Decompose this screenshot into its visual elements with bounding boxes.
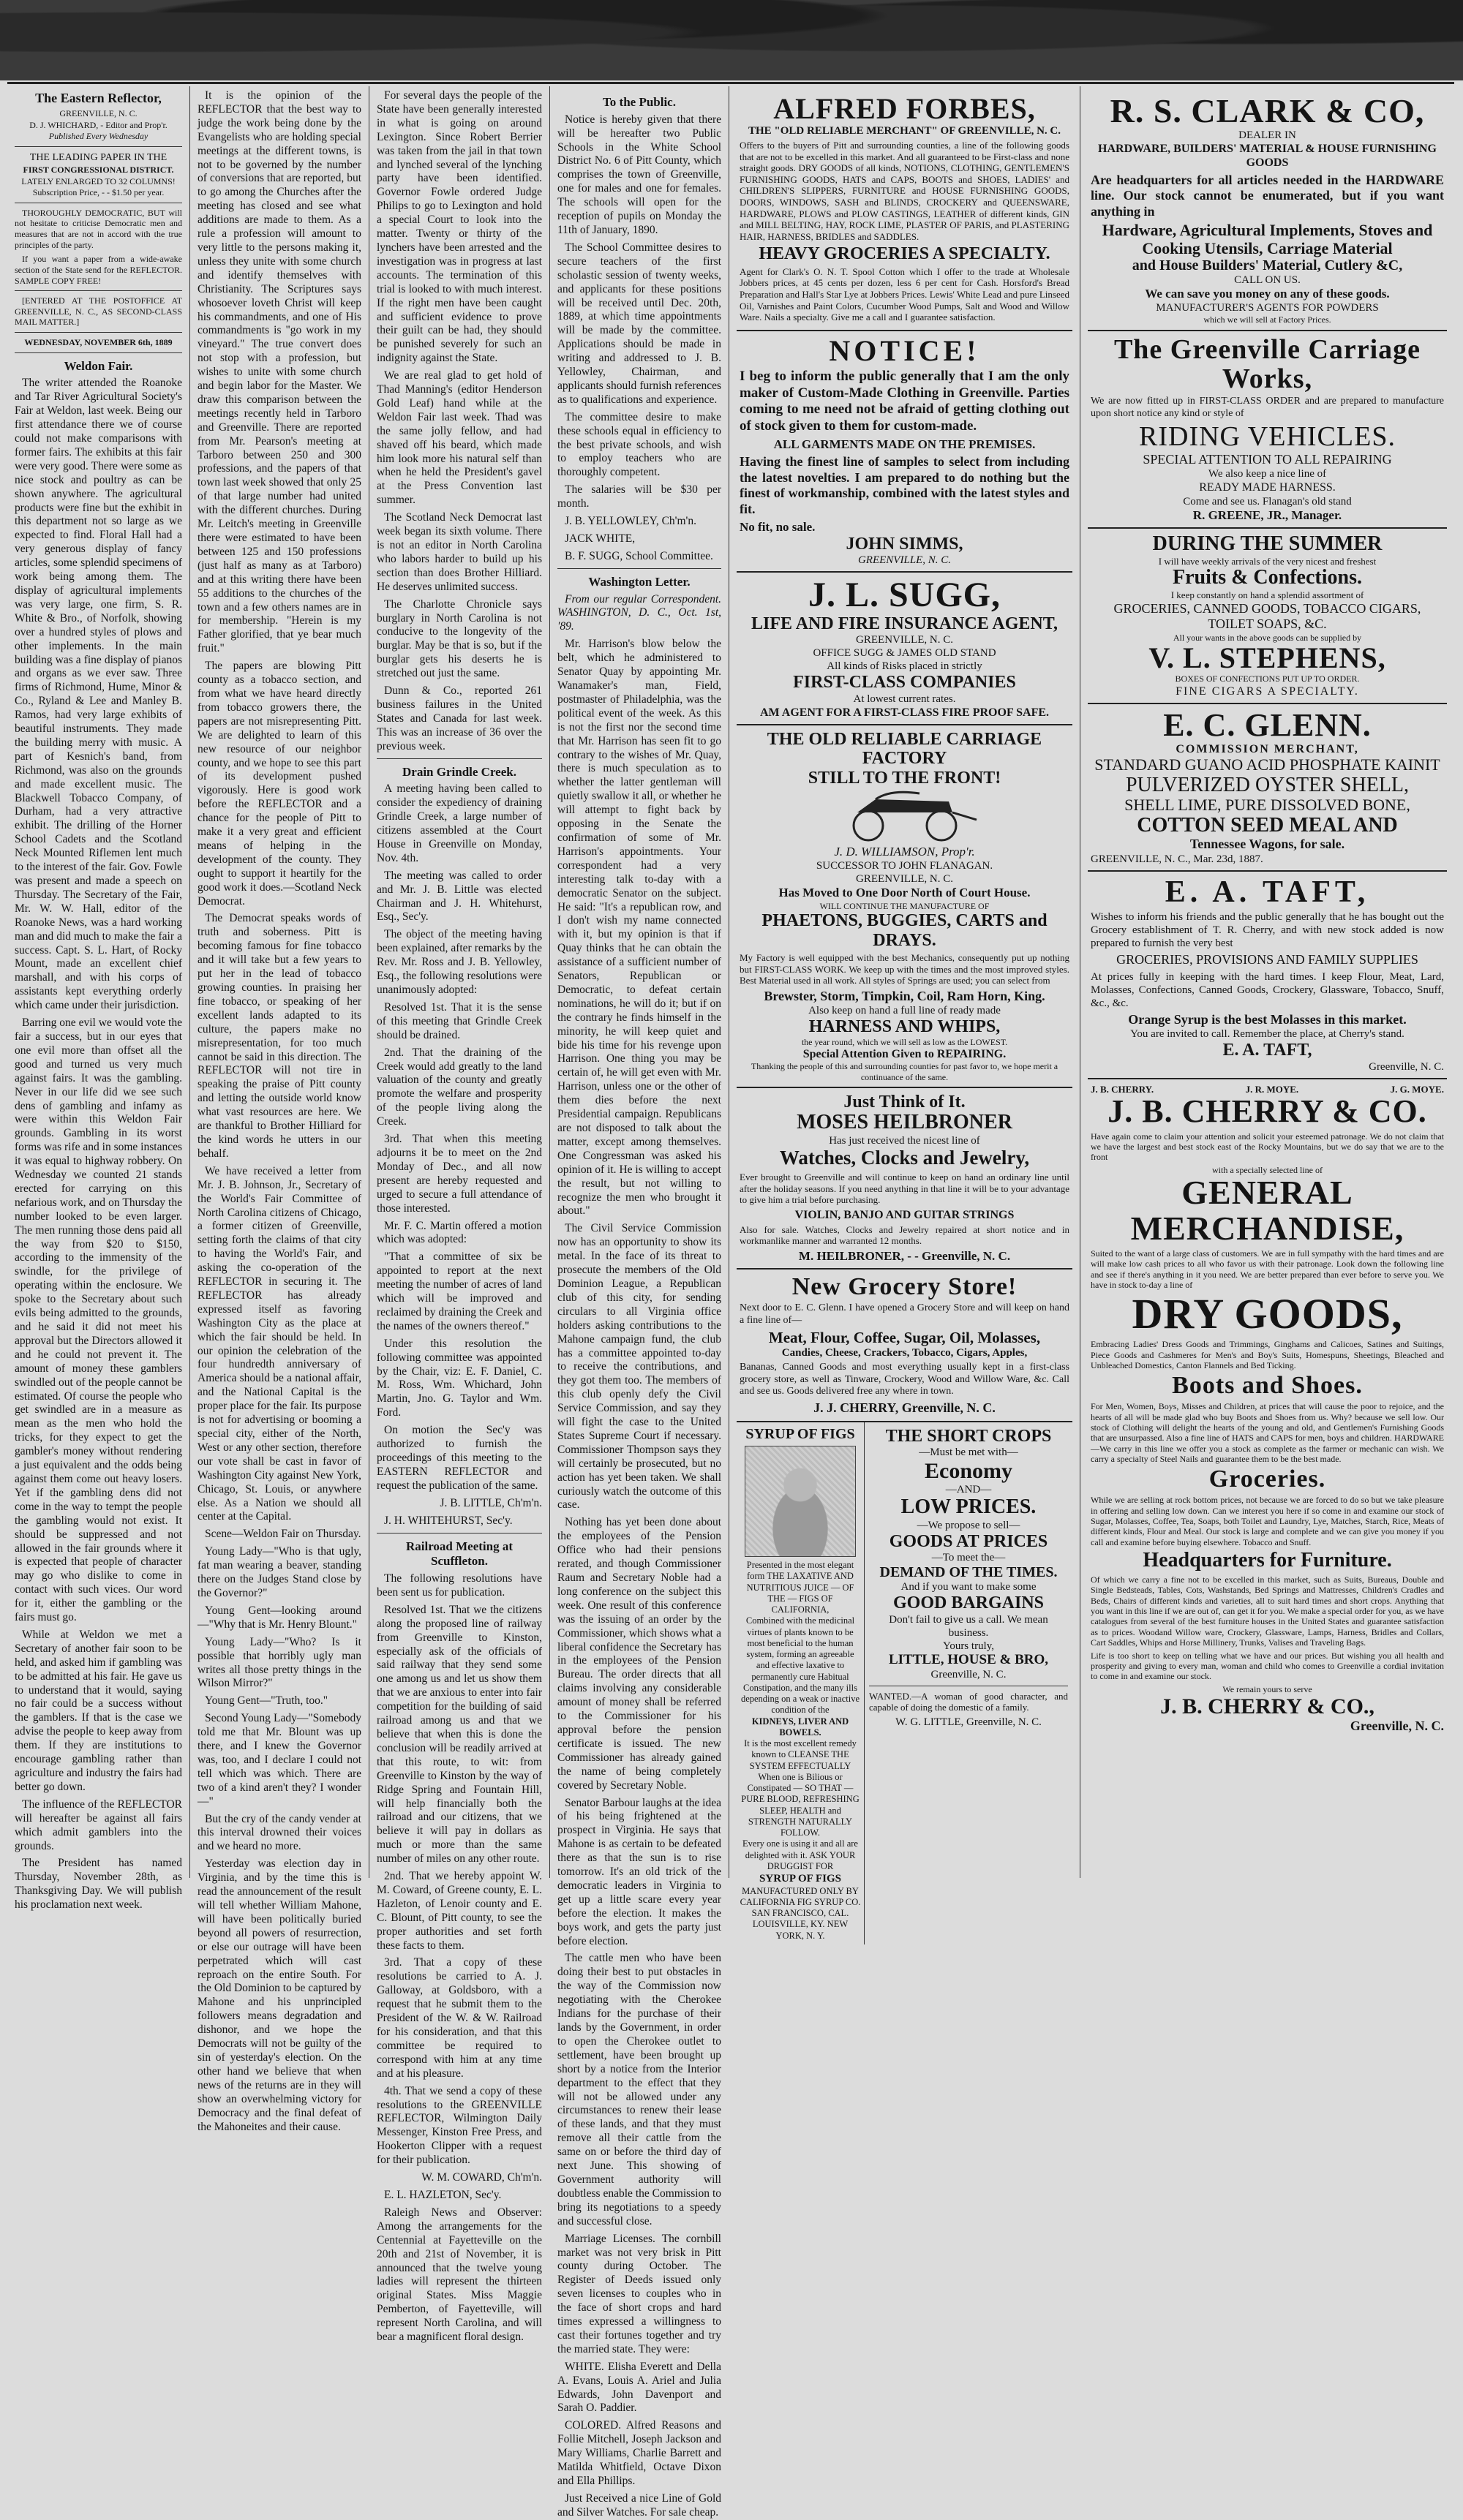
- ad-text: Come and see us. Flanagan's old stand: [1183, 495, 1352, 508]
- article-paragraph: The cattle men who have been doing their best to put obstacles in the way of the Commission now negotiating with the Cherokee Indians for the purchase of their lands by the Government, in order to open the Cherokee outlet to settlement, have been brought up short by a notice from the Interior department to the effect that they will not be allowed under any circumstances to renew their lease of these lands, and that they must remove all their cattle from the same on or before the third day of next June. This showing of Government authority will doubtless enable the Commission to bring its negotiations to a speedy and successful close.: [557, 1952, 721, 2227]
- ad-highlight: RIDING VEHICLES.: [1139, 420, 1396, 452]
- ad-sugg-insurance: [737, 573, 1072, 725]
- paper-subscription: Subscription Price, - - $1.50 per year.: [32, 187, 165, 198]
- ad-title: THE OLD RELIABLE CARRIAGE FACTORY: [767, 729, 1042, 769]
- ad-title: THE SHORT CROPS: [885, 1426, 1052, 1446]
- ad-alfred-forbes: [737, 89, 1072, 331]
- torn-page-edge: [0, 0, 1463, 80]
- article-paragraph: Nothing has yet been done about the employees of the Pension Office who had their pensions rerated, and though Commissioner Raum and Secretary Noble had a long conference on the subject this week. One result of this conference was the issuing of an order by the Commissioner, which shows what a liberal confidence the Secretary has in the employees of the Pension Bureau. The order directs that all claims involving any considerable amount of money shall be referred to the Commissioner for his approval before the pension certificate is issued. The new Commissioner has already gained the name of being completely covered by Secretary Noble.: [557, 1516, 721, 1792]
- ad-text: —We propose to sell—: [917, 1520, 1020, 1532]
- ad-rs-clark: [1088, 89, 1447, 331]
- ad-text: Having the finest line of samples to select from including the latest novelties. I am prepared to do nothing but the finest of workmanship, combined with the latest styles and fit.: [740, 454, 1069, 517]
- ad-highlight: Watches, Clocks and Jewelry,: [779, 1147, 1030, 1169]
- article-paragraph: 3rd. That a copy of these resolutions be carried to A. J. Galloway, at Goldsboro, with a request that he submit them to the President of the W. & W. Railroad for his consideration, and that this committee be required to correspond with him at any time and at his pleasure.: [377, 1956, 542, 2080]
- ad-taft: [1088, 872, 1447, 1079]
- article-paragraph: The salaries will be $30 per month.: [557, 483, 721, 510]
- ad-highlight: FIRST-CLASS COMPANIES: [793, 673, 1016, 693]
- ad-text: MANUFACTURED ONLY BY CALIFORNIA FIG SYRUP CO. SAN FRANCISCO, CAL. LOUISVILLE, KY. NEW YORK, N. Y.: [740, 1885, 861, 1941]
- article-headline: Railroad Meeting at Scuffleton.: [405, 1539, 514, 1569]
- ad-text: I beg to inform the public generally that I am the only maker of Custom-Made Clothing in Greenville. Parties coming to me need not be afraid of getting clothing out of stock given to them for custom-made.: [740, 368, 1069, 434]
- ad-highlight: Has Moved to One Door North of Court House.: [778, 886, 1031, 900]
- ad-name: R. GREENE, JR., Manager.: [1192, 508, 1342, 522]
- ad-text: All your wants in the above goods can be supplied by: [1173, 633, 1362, 644]
- column-1: [7, 86, 190, 1912]
- ad-text: Bananas, Canned Goods and most everything usually kept in a first-class grocery store, as well as Tinware, Crockery, Wood and Willow Ware, &c. Call and see us. Goods delivered free any where in town.: [740, 1361, 1069, 1397]
- ad-text: I will have weekly arrivals of the very nicest and freshest: [1158, 555, 1377, 567]
- ad-name: J. J. CHERRY, Greenville, N. C.: [813, 1400, 996, 1416]
- article-paragraph: Scene—Weldon Fair on Thursday.: [205, 1528, 361, 1541]
- paper-published: Published Every Wednesday: [48, 131, 148, 142]
- ad-glenn: [1088, 704, 1447, 872]
- article-paragraph: The object of the meeting having been explained, after remarks by the Rev. Mr. Ross and J. B. Yellowley, Esq., the following resolutions were unanimously adopted:: [377, 928, 542, 997]
- ad-title: J. B. CHERRY & CO.: [1107, 1093, 1427, 1130]
- partner-name: J. B. CHERRY.: [1091, 1083, 1154, 1095]
- paper-date: WEDNESDAY, NOVEMBER 6th, 1889: [24, 337, 173, 348]
- ad-text: with a specially selected line of: [1212, 1164, 1323, 1175]
- ad-text: Also for sale. Watches, Clocks and Jewelry repaired at short notice and in workmanlike manner and warranted 12 months.: [740, 1223, 1069, 1247]
- ad-highlight: Fruits & Confections.: [1173, 566, 1362, 589]
- ad-text: We are now fitted up in FIRST-CLASS ORDER and are prepared to manufacture upon short notice any kind or style of: [1091, 396, 1444, 420]
- article-paragraph: A meeting having been called to consider the expediency of draining Grindle Creek, a large number of citizens assembled at the Court House in Greenville on Monday, Nov. 4th.: [377, 782, 542, 864]
- ad-text: Combined with the medicinal virtues of plants known to be most beneficial to the human system, forming an agreeable and effective laxative to permanently cure Habitual Constipation, and the many ills depending on a weak or inactive condition of the: [740, 1615, 860, 1716]
- article-paragraph: The meeting was called to order and Mr. J. B. Little was elected Chairman and J. H. Whitehurst, Esq., Sec'y.: [377, 869, 542, 924]
- ad-place: GREENVILLE, N. C.: [856, 873, 953, 886]
- ad-text: Yours truly,: [942, 1640, 995, 1652]
- paper-place: GREENVILLE, N. C.: [59, 107, 138, 118]
- ad-highlight: HEAVY GROCERIES A SPECIALTY.: [759, 244, 1050, 264]
- ad-highlight: Boots and Shoes.: [1172, 1372, 1363, 1400]
- ad-highlight: SYRUP OF FIGS: [759, 1873, 841, 1885]
- ad-text: —To meet the—: [931, 1552, 1006, 1564]
- ad-text: Thanking the people of this and surrounding counties for past favor to, we hope merit a continuance of the same.: [751, 1061, 1058, 1082]
- ad-text: You are invited to call. Remember the place, at Cherry's stand.: [1130, 1028, 1404, 1041]
- article-paragraph: 3rd. That when this meeting adjourns it be to meet on the 2nd Monday of Dec., and all now present are hereby requested and urged to secure a full attendance of those interested.: [377, 1133, 542, 1215]
- ad-text: Special Attention Given to REPAIRING.: [802, 1048, 1007, 1061]
- ad-highlight: GOODS AT PRICES: [889, 1532, 1048, 1552]
- ad-highlight: Brewster, Storm, Timpkin, Coil, Ram Horn, King.: [764, 988, 1045, 1003]
- article-paragraph: Resolved 1st. That we the citizens along the proposed line of railway from Greenville to Kinston, especially ask of the officials of said railway that they send some one among us and let us show them that we are anxious to enter into fair competition for the building of said railroad among us and that we believe that when this is done the conclusion will be readily arrived at that this route, to wit: from Greenville to Kinston by the way of Ridge Spring and Fountain Hill, will help financially both the railroad and our citizens, that we believe it will pay in dollars as much or more than the same number of miles on any other route.: [377, 1603, 542, 1866]
- paper-name: The Eastern Reflector,: [35, 91, 162, 105]
- ad-text: Ever brought to Greenville and will continue to keep on hand an ordinary line until after the holiday seasons. If you need anything in that line it will be to your advantage to give him a trial before purchasing.: [740, 1171, 1069, 1206]
- article-paragraph: COLORED. Alfred Reasons and Follie Mitchell, Joseph Jackson and Mary Williams, Charlie Barrett and Matilda Whitfield, Octave Dixon and Ella Phillips.: [557, 2419, 721, 2487]
- ad-place: GREENVILLE, N. C.: [857, 554, 952, 567]
- ad-title: New Grocery Store!: [791, 1273, 1018, 1301]
- ad-name: J. D. WILLIAMSON, Prop'r.: [834, 844, 975, 859]
- paper-sample: If you want a paper from a wide-awake section of the State send for the REFLECTOR. SAMPLE COPY FREE!: [15, 254, 182, 286]
- article-paragraph: The influence of the REFLECTOR will hereafter be against all fairs which admit gamblers into the grounds.: [15, 1797, 182, 1852]
- article-paragraph: Young Lady—"Who? Is it possible that horribly ugly man writes all those pretty things in the Wilson Mirror?": [198, 1635, 361, 1690]
- ad-place: Greenville, N. C.: [1350, 1719, 1444, 1734]
- article-paragraph: Second Young Lady—"Somebody told me that Mr. Blount was up there, and I knew the Governor was, too, and I declare I could not tell which was which. There are two of a kind aren't they? I wonder—": [198, 1712, 361, 1808]
- ad-highlight: SHELL LIME, PURE DISSOLVED BONE,: [1124, 796, 1410, 815]
- article-headline: Drain Grindle Creek.: [402, 764, 516, 779]
- ad-text: the year round, which we will sell as low as the LOWEST.: [801, 1036, 1008, 1047]
- article-paragraph: Notice is hereby given that there will be hereafter two Public Schools in the White School District No. 6 of Pitt County, which comprises the town of Greenville, one for males and one for females. The schools will open for the reception of pupils on Monday the 11th of January, 1890.: [557, 113, 721, 236]
- ad-highlight: HARNESS AND WHIPS,: [808, 1017, 1001, 1037]
- article-paragraph: Marriage Licenses. The cornbill market was not very brisk in Pitt county during October. The Register of Deeds issued only seven licenses to couples who in the face of short crops and hard times expressed a willingness to cast their fortunes together and try the married state. They were:: [557, 2232, 721, 2355]
- ad-text: No fit, no sale.: [740, 519, 816, 534]
- column-6-ads: [1080, 86, 1454, 1878]
- article-paragraph: WHITE. Elisha Everett and Della A. Evans, Louis A. Ariel and Julia Edwards, John Davenport and Sarah O. Paddier.: [557, 2360, 721, 2415]
- ad-highlight: GROCERIES, CANNED GOODS, TOBACCO CIGARS, TOILET SOAPS, &C.: [1113, 600, 1421, 632]
- ad-text: Agent for Clark's O. N. T. Spool Cotton which I offer to the trade at Wholesale Jobbers prices, at 45 cents per dozen, less 6 per cent for Cash. Horsford's Bread Preparation and Hall's Star Lye at Jobbers Prices. Lewis' White Lead and pure Linseed Oil, Varnishes and Paint Colors, Cucumber Wood Pumps, Salt and Wood and Willow Ware. Nails a specialty. Give me a call and I guarantee satisfaction.: [740, 265, 1069, 323]
- article-paragraph: The writer attended the Roanoke and Tar River Agricultural Society's Fair at Weldon, last week. Being our first attendance there we of course could not make comparisons with former fairs. The exhibits at this fair were very good. There were some as nice stock and poultry as can be shown anywhere. The agricultural products were fine but the exhibit in this department not so large as we expected to find. Floral Hall had a very generous display of fancy articles, some splendid specimens of work being among them. The display of agricultural implements was very large, one firm, S. R. White & Bro., of Norfolk, showing over a hundred styles of plows and other implements. In the main building was a fine display of pianos and organs as we ever saw. Three firms of Richmond, Hume, Minor & Co., Ryland & Lee and Manley B. Ramos, had very large exhibits of beautiful instruments. They made the building merry with music. A part of Kesnich's band, from Richmond, was also on the grounds and made excellent music. The Blackwell Tobacco Company, of Durham, had a very attractive exhibit. The drilling of the Horner School Cadets and the Scotland Neck Mounted Riflemen lent much to the interest of the fair. Gov. Fowle was present and made a speech on Thursday. The Secretary of the Fair, Mr. W. W. Hall, editor of the Roanoke News, was a hard working man and did much to make the fair a success. Capt. S. L. Hart, of Rocky Mount, made an excellent chief marshall, and with his corps of assistants kept everything orderly which came under their jurisdiction.: [15, 377, 182, 1012]
- article-paragraph: Mr. F. C. Martin offered a motion which was adopted:: [377, 1219, 542, 1246]
- ad-name: LITTLE, HOUSE & BRO,: [888, 1651, 1049, 1667]
- ad-text: FINE CIGARS A SPECIALTY.: [1176, 684, 1359, 698]
- ad-highlight: Headquarters for Furniture.: [1143, 1549, 1392, 1572]
- ad-text: CALL ON US.: [1234, 273, 1301, 286]
- ad-text: My Factory is well equipped with the best Mechanics, consequently put up nothing but FIRST-CLASS WORK. We keep up with the times and the most improved styles. Best Material used in all work. All styles of Springs are used; you can select from: [740, 951, 1069, 987]
- ad-name: V. L. STEPHENS,: [1148, 641, 1386, 675]
- ad-highlight: COTTON SEED MEAL AND: [1137, 813, 1398, 837]
- ad-text: Next door to E. C. Glenn. I have opened a Grocery Store and will keep on hand a fine line of—: [740, 1302, 1069, 1326]
- ad-text: Also keep on hand a full line of ready made: [808, 1005, 1001, 1017]
- ad-highlight: PULVERIZED OYSTER SHELL,: [1125, 773, 1410, 796]
- ad-subtitle: THE "OLD RELIABLE MERCHANT" OF GREENVILLE, N. C.: [748, 125, 1061, 137]
- carriage-illustration: [832, 791, 978, 842]
- ad-heilbroner: [737, 1088, 1072, 1270]
- ad-title: Just Think of It.: [843, 1093, 966, 1112]
- column-2: [190, 86, 369, 2133]
- ad-text: Are headquarters for all articles needed in the HARDWARE line. Our stock cannot be enumerated, but if you want anything in: [1091, 172, 1444, 219]
- column-3: [369, 86, 550, 2344]
- signature: J. B. LITTLE, Ch'm'n.: [440, 1496, 542, 1509]
- ad-highlight: and House Builders' Material, Cutlery &C,: [1132, 257, 1403, 273]
- article-paragraph: We are real glad to get hold of Thad Manning's (editor Henderson Gold Leaf) hand while at the Weldon Fair last week. Thad was the same jolly fellow, and had shaved off his beard, which made him look more his natural self than when he held the President's gavel at the Press Convention last summer.: [377, 369, 542, 507]
- article-paragraph: Young Gent—looking around—"Why that is Mr. Henry Blount.": [198, 1604, 361, 1631]
- ad-text: WANTED.—A woman of good character, and capable of doing the domestic of a family.: [869, 1690, 1068, 1713]
- ad-highlight: KIDNEYS, LIVER AND BOWELS.: [751, 1716, 849, 1738]
- ad-name: J. B. CHERRY & CO.,: [1160, 1694, 1374, 1719]
- ad-carriage-factory: [737, 725, 1072, 1088]
- ad-text: GREENVILLE, N. C., Mar. 23d, 1887.: [1091, 853, 1263, 865]
- ad-title: The Greenville Carriage Works,: [1113, 333, 1421, 394]
- article-paragraph: Senator Barbour laughs at the idea of his being frightened at the prospect in Virginia. He says that Mahone is as certain to be defeated there as that the sun is to rise tomorrow. It's an old trick of the democratic leaders in Virginia to get up a little scare every year before the election. It makes the boys work, and gets the party just before election.: [557, 1796, 721, 1947]
- ad-text: It is the most excellent remedy known to CLEANSE THE SYSTEM EFFECTUALLY When one is Bilious or Constipated — SO THAT — PURE BLOOD, REFRESHING SLEEP, HEALTH and STRENGTH NATURALLY FOLLOW.: [741, 1738, 860, 1838]
- signature: JACK WHITE,: [565, 532, 636, 546]
- ad-highlight: GOOD BARGAINS: [892, 1593, 1045, 1613]
- ad-text: Has just received the nicest line of: [829, 1135, 980, 1147]
- ad-place: Greenville, N. C.: [930, 1668, 1007, 1680]
- ad-highlight: READY MADE HARNESS.: [1199, 481, 1336, 494]
- article-paragraph: The Civil Service Commission now has an opportunity to show its metal. In the face of its threat to prosecute the members of the Old Dominion League, a Republican club of this city, for sending circulars to all Virginia office holders asking contributions to the Mahone campaign fund, the club has a committee appointed to-day to receive the contributions, and they got them too. The members of this club openly defy the Civil Service Commission, and say they will fight the case to the United States Supreme Court if necessary. Commissioner Thompson says they will certainly be prosecuted, but no action has yet been taken. We shall curiously watch the outcome of this case.: [557, 1222, 721, 1512]
- article-paragraph: Young Gent—"Truth, too.": [205, 1694, 328, 1708]
- article-paragraph: The School Committee desires to secure teachers of the first scholastic session of twenty weeks, and applicants for these positions will be received until Dec. 20th, 1889, at which time appointments will be made by the committee. Applications should be made in writing and addressed to J. B. Yellowley, Chairman, and applicants should furnish references as to qualifications and experience.: [557, 241, 721, 406]
- ad-place: GREENVILLE, N. C.: [856, 634, 953, 646]
- ad-text: Offers to the buyers of Pitt and surrounding counties, a line of the following goods that are not to be excelled in this market. And all guaranteed to be First-class and none straight goods. DRY GOODS of all kinds, NOTIONS, CLOTHING, GENTLEMEN'S FURNISHING GOODS, HATS and CAPS, BOOTS and SHOES, LADIES' and CHILDREN'S SLIPPERS, FURNITURE and HOUSE FURNISHING GOODS, DOORS, WINDOWS, SASH and BLINDS, CROCKERY and QUEENSWARE, HARDWARE, PLOWS and PLOW CASTINGS, LEATHER of different kinds, GIN and MILL BELTING, HAY, ROCK LIME, PLASTER OF PARIS, and PLASTERING HAIR, HARNESS, BRIDLES and SADDLES.: [740, 140, 1069, 242]
- ad-jb-cherry: [1088, 1079, 1447, 1739]
- syrup-of-figs-illustration: [745, 1446, 856, 1557]
- top-rule: [7, 82, 1454, 84]
- ad-split-row: [737, 1422, 1072, 1944]
- ad-highlight: Candies, Cheese, Crackers, Tobacco, Cigars, Apples,: [781, 1346, 1028, 1359]
- ad-text: Of which we carry a fine not to be excelled in this market, such as Suits, Bureaus, Double and Single Bedsteads, Tables, Cots, Washstands, Bed Springs and Mattresses, Children's Cradles and Beds, Chairs of different kinds and varieties, all to suit hard times and short crops. Anything that you want in this line if we are out of, can get it for you. We make a special order for you, as we have catalogues from several of the best furniture houses in the United States and guarantee satisfaction as to prices. Woodand Willow ware, Crockery, Glassware, Lamps, Harness, Bridles and Collars, Cart Saddles, Whips and Horse Millinery, Trunks, Valises and Traveling Bags.: [1091, 1574, 1444, 1648]
- ad-text: AM AGENT FOR A FIRST-CLASS FIRE PROOF SAFE.: [759, 706, 1050, 719]
- signature: J. B. YELLOWLEY, Ch'm'n.: [565, 515, 696, 528]
- article-paragraph: On motion the Sec'y was authorized to furnish the proceedings of this meeting to the EASTERN REFLECTOR and request the publication of the same.: [377, 1424, 542, 1492]
- ad-text: Suited to the want of a large class of customers. We are in full sympathy with the hard times and are will make low cash prices to all who favor us with their patronage. Look down the following line and see if there's anything in it you need. We are better prepared than ever before to serve you. We have in stock to-day a line of: [1091, 1248, 1444, 1290]
- newspaper-page: [7, 86, 1454, 2519]
- paper-tagline1: THE LEADING PAPER IN THE: [29, 151, 168, 163]
- ad-text: Life is too short to keep on telling what we have and our prices. But wishing you all health and prosperity and giving to every man, woman and child who comes to Greenville a cordial invitation to come in and examine our stock.: [1091, 1650, 1444, 1682]
- ad-text: which we will sell at Factory Prices.: [1203, 314, 1331, 325]
- ad-highlight: HARDWARE, BUILDERS' MATERIAL & HOUSE FURNISHING GOODS: [1098, 143, 1437, 170]
- ad-title: E. C. GLENN.: [1163, 706, 1372, 743]
- ad-highlight: GENERAL MERCHANDISE,: [1130, 1174, 1404, 1247]
- ad-text: Don't fail to give us a call. We mean business.: [889, 1613, 1048, 1639]
- partner-name: J. G. MOYE.: [1390, 1083, 1444, 1095]
- article-paragraph: From our regular Correspondent. WASHINGTON, D. C., Oct. 1st, '89.: [557, 592, 721, 633]
- ad-highlight: Meat, Flour, Coffee, Sugar, Oil, Molasses,: [768, 1328, 1041, 1346]
- ad-name: E. A. TAFT,: [1222, 1041, 1312, 1060]
- ad-grocery-cherry: [737, 1270, 1072, 1422]
- ad-text: WILL CONTINUE THE MANUFACTURE OF: [819, 900, 990, 911]
- ad-title: NOTICE!: [829, 333, 980, 367]
- article-headline: To the Public.: [603, 95, 676, 109]
- signature: E. L. HAZLETON, Sec'y.: [384, 2188, 502, 2201]
- article-paragraph: Young Lady—"Who is that ugly, fat man wearing a beaver, standing there on the Judges Stand close by the Governor?": [198, 1545, 361, 1599]
- article-paragraph: Under this resolution the following committee was appointed by the Chair, viz: E. F. Daniel, C. M. Ross, Wm. Whichard, John Martin, Jno. G. Taylor and Wm. Ford.: [377, 1337, 542, 1419]
- article-paragraph: 4th. That we send a copy of these resolutions to the GREENVILLE REFLECTOR, Wilmington Daily Messenger, Kinston Free Press, and Hookerton Clipper with a request for their publication.: [377, 2084, 542, 2167]
- paper-enlarged: LATELY ENLARGED TO 32 COLUMNS!: [21, 176, 176, 186]
- article-headline: Weldon Fair.: [64, 358, 133, 373]
- ad-carriage-works: [1088, 331, 1447, 529]
- ad-syrup-of-figs: [737, 1422, 865, 1944]
- article-paragraph: "That a committee of six be appointed to report at the next meeting the number of acres of land which will be improved and reclaimed by draining the Creek and the names of the owners thereof.": [377, 1250, 542, 1332]
- ad-title: E. A. TAFT,: [1165, 875, 1370, 909]
- article-paragraph: Raleigh News and Observer: Among the arrangements for the Centennial at Fayetteville on the 20th and 21st of November, it is announced that the twelve young ladies will represent the thirteen original States. Miss Maggie Pemberton, of Fayetteville, will represent North Carolina, and will bear a magnificent floral design.: [377, 2206, 542, 2344]
- ad-highlight: Tennessee Wagons, for sale.: [1189, 837, 1345, 852]
- ad-highlight: Groceries.: [1208, 1465, 1326, 1493]
- ad-name: JOHN SIMMS,: [846, 535, 963, 554]
- article-paragraph: The papers are blowing Pitt county as a tobacco section, and from what we have heard directly from tobacco growers there, the papers are not misrepresenting Pitt. We are delighted to learn of this new resource of our neighbor county, and we hope to see this part of its development pushed vigorously. Here is good work before the REFLECTOR and a chance for the people of Pitt to make it a very great and efficient means of helping in the development of the county. They ought to support it heartily for the good work it does.—Scotland Neck Democrat.: [198, 660, 361, 908]
- ad-highlight: Orange Syrup is the best Molasses in this market.: [1128, 1011, 1407, 1027]
- article-paragraph: Resolved 1st. That it is the sense of this meeting that Grindle Creek should be drained.: [377, 1000, 542, 1041]
- ad-highlight: DEMAND OF THE TIMES.: [879, 1564, 1058, 1581]
- paper-democratic: THOROUGHLY DEMOCRATIC, BUT will not hesitate to criticise Democratic men and measures that are not in accord with the true principles of the party.: [15, 207, 182, 250]
- ad-title: R. S. CLARK & CO,: [1110, 92, 1425, 129]
- ad-text: For Men, Women, Boys, Misses and Children, at prices that will cause the poor to rejoice, and the hearts of all will be made glad who buy Boots and Shoes from us. Why? because we sell low. Our stock of Clothing will delight the hearts of the young and old, and Gentlemen's Furnishing Goods that are unsurpassed. Also a fine line of HATS and CAPS for men, boys and children. HARDWARE—We carry in this line we offer you a stock as complete as the farmer or mechanic can wish. We carry a specialty of Steel Nails and guarantee them to be the best made.: [1091, 1401, 1444, 1465]
- ad-text: Embracing Ladies' Dress Goods and Trimmings, Ginghams and Calicoes, Satines and Suitings, Piece Goods and Cashmeres for Men's and Boy's Suits, Homespuns, Sheetings, Bleached and Unbleached Domestics, Canton Flannels and Bed Ticking.: [1091, 1339, 1444, 1371]
- article-headline: Washington Letter.: [588, 574, 691, 589]
- column-5-ads: [729, 86, 1080, 1941]
- article-paragraph: But the cry of the candy vender at this interval drowned their voices and we heard no more.: [198, 1812, 361, 1853]
- ad-text: We can save you money on any of these goods.: [1145, 286, 1390, 301]
- ad-title: DURING THE SUMMER: [1152, 532, 1383, 556]
- ad-place: Greenville, N. C.: [1369, 1060, 1444, 1073]
- article-paragraph: Dunn & Co., reported 261 business failures in the United States and Canada for last week. This was an increase of 36 over the previous week.: [377, 684, 542, 752]
- ad-text: —Must be met with—: [919, 1446, 1018, 1459]
- ad-highlight: Economy: [925, 1459, 1012, 1484]
- ad-highlight: SPECIAL ATTENTION TO ALL REPAIRING: [1143, 451, 1392, 467]
- ad-text: SUCCESSOR TO JOHN FLANAGAN.: [816, 860, 993, 872]
- signature: B. F. SUGG, School Committee.: [565, 549, 713, 562]
- ad-text: At lowest current rates.: [853, 693, 956, 705]
- ad-text: Have again come to claim your attention and solicit your esteemed patronage. We do not claim that we have the largest and best stock east of the Rocky Mountains, but we do say that we are to the front: [1091, 1131, 1444, 1163]
- ad-title: J. L. SUGG,: [808, 576, 1001, 615]
- ad-subtitle: LIFE AND FIRE INSURANCE AGENT,: [751, 614, 1058, 633]
- ad-highlight: PHAETONS, BUGGIES, CARTS and DRAYS.: [761, 911, 1048, 950]
- ad-text: While we are selling at rock bottom prices, not because we are forced to do so but we take pleasure in offering and selling low down. Can we interest you here if so come in and examine our stock of Sugar, Molasses, Coffee, Tea, Soaps, both Toilet and Laundry, Lye, Matches, Starch, Rice, Meats of different kinds, Flour and Meal. Our stock is large and complete and we can give you money if you call and examine before buying elsewhere. Tobacco and Snuff.: [1091, 1495, 1444, 1547]
- ad-text: We also keep a nice line of: [1208, 468, 1327, 480]
- ad-highlight: ALL GARMENTS MADE ON THE PREMISES.: [773, 437, 1036, 451]
- ad-title: MOSES HEILBRONER: [797, 1111, 1012, 1134]
- ad-text: MANUFACTURER'S AGENTS FOR POWDERS: [1156, 302, 1379, 314]
- article-paragraph: While at Weldon we met a Secretary of another fair soon to be held, and asked him if gambling was to be admitted at his fair. He gave us to understand that it would, saying no fair could be a success without the gamblers. If that is the case we advise the people to keep away from them. If they are institutions to encourage gambling rather than agriculture and industry the fairs had better go down.: [15, 1628, 182, 1793]
- ad-text: Every one is using it and all are delighted with it. ASK YOUR DRUGGIST FOR: [742, 1838, 858, 1871]
- ad-stephens: [1088, 529, 1447, 704]
- signature: J. H. WHITEHURST, Sec'y.: [384, 1514, 513, 1527]
- ad-highlight: DRY GOODS,: [1132, 1290, 1403, 1338]
- ad-title: STILL TO THE FRONT!: [808, 768, 1001, 788]
- article-paragraph: The following resolutions have been sent us for publication.: [377, 1572, 542, 1599]
- ad-highlight: LOW PRICES.: [900, 1495, 1037, 1519]
- article-paragraph: The President has named Thursday, November 28th, as Thanksgiving Day. We will publish his proclamation next week.: [15, 1857, 182, 1912]
- signature: W. M. COWARD, Ch'm'n.: [421, 2171, 542, 2184]
- ad-subtitle: COMMISSION MERCHANT,: [1176, 743, 1359, 756]
- ad-text: We remain yours to serve: [1222, 1683, 1312, 1694]
- column-4: [550, 86, 729, 2519]
- ad-text: Wishes to inform his friends and the public generally that he has bought out the Grocery establishment of T. R. Cherry, and with new stock added is now prepared to furnish the very best: [1091, 911, 1444, 950]
- ad-text: DEALER IN: [1238, 129, 1296, 142]
- ad-text: At prices fully in keeping with the hard times. I keep Flour, Meat, Lard, Molasses, Confections, Canned Goods, Crockery, Glassware, Tobacco, Snuff, &c., &c.: [1091, 970, 1444, 1009]
- article-paragraph: 2nd. That the draining of the Creek would add greatly to the land valuation of the county and greatly promote the welfare and prosperity of the people living along the Creek.: [377, 1046, 542, 1128]
- article-paragraph: Yesterday was election day in Virginia, and by the time this is read the announcement of the result will tell whether William Mahone, will have been politically buried beyond all powers of resurrection, or else our outrage will have been perpetrated which will cast reproach on the entire South. For the Old Dominion to be captured by Mahone and his unprincipled followers means degradation and dishonor, and we hope the Democrats will not be guilty of the sin of yesterday's election. On the other hand we believe that when news of the returns are in they will show an overwhelming victory for Democracy and the final defeat of the Mahoneites and their cause.: [198, 1857, 361, 2133]
- ad-short-crops: [865, 1422, 1072, 1944]
- article-paragraph: The committee desire to make these schools equal in efficiency to the best private schools, and wish to employ teachers who are thoroughly competent.: [557, 410, 721, 479]
- ad-text: All kinds of Risks placed in strictly: [827, 660, 982, 673]
- article-paragraph: We have received a letter from Mr. J. B. Johnson, Jr., Secretary of the World's Fair Committee of North Carolina citizens of Chicago, a former citizen of Greenville, setting forth the claims of that city to having the World's Fair, and asking the co-operation of the REFLECTOR in securing it. The REFLECTOR has already expressed itself as favoring Washington City as the place at which the fair should be held. In our opinion the celebration of the four hundredth anniversary of America should be a national affair, and the National Capital is the proper place for the fair. Its purpose is not for advertising or booming a special city, either of the North, West or any other section, therefore our vote shall be cast in favor of Washington City against New York, Chicago, St. Louis, or anywhere else. As a Nation we should all center at the Capital.: [198, 1164, 361, 1523]
- article-paragraph: 2nd. That we hereby appoint W. M. Coward, of Greene county, E. L. Hazleton, of Lenoir county and E. C. Blount, of Pitt county, to see the proper authorities and set forth these facts to them.: [377, 1870, 542, 1952]
- ad-name: W. G. LITTLE, Greenville, N. C.: [895, 1716, 1042, 1728]
- ad-title: ALFRED FORBES,: [773, 92, 1036, 125]
- ad-highlight: STANDARD GUANO ACID PHOSPHATE KAINIT: [1094, 755, 1440, 774]
- paper-entered: [ENTERED AT THE POSTOFFICE AT GREENVILLE, N. C., AS SECOND-CLASS MAIL MATTER.]: [15, 295, 182, 328]
- paper-tagline2: FIRST CONGRESSIONAL DISTRICT.: [23, 164, 174, 175]
- ad-text: —AND—: [945, 1484, 992, 1496]
- ad-name: M. HEILBRONER, - - Greenville, N. C.: [798, 1249, 1011, 1264]
- ad-text: Presented in the most elegant form THE LAXATIVE AND NUTRITIOUS JUICE — OF THE — FIGS OF CALIFORNIA,: [746, 1560, 854, 1615]
- ad-text: And if you want to make some: [900, 1581, 1037, 1593]
- paper-editor: D. J. WHICHARD, - Editor and Prop'r.: [29, 119, 168, 130]
- ad-title: SYRUP OF FIGS: [745, 1425, 855, 1442]
- ad-highlight: VIOLIN, BANJO AND GUITAR STRINGS: [794, 1208, 1015, 1221]
- article-paragraph: The Democrat speaks words of truth and soberness. Pitt is becoming famous for fine tobacco and it will take but a few years to put her in the lead of tobacco growing counties. In praising her fine tobacco, or speaking of her excellent lands adapted to its culture, the papers make no misrepresentation, for too much cannot be said in this direction. The REFLECTOR will not tire in speaking the praise of Pitt county and letting the outside world know what vast resources are here. We are thankful to Brother Hilliard for the kind words he utters in our behalf.: [198, 912, 361, 1160]
- ad-text: OFFICE SUGG & JAMES OLD STAND: [813, 647, 996, 660]
- article-paragraph: It is the opinion of the REFLECTOR that the best way to judge the work being done by the Evangelists who are holding special meetings at the different towns, is not to be governed by the number of conversions that are reported, but to go among the Churches after the meeting has closed and see what additions are made to them. As a rule a profession will amount to very little to the persons making it, unless they unite with some church and identify themselves with Christianity. The Scriptures says whosoever loveth Christ will keep his commandments, and one of His commandments is "go work in my vineyard." The true convert does not stop with a profession, but wishes to unite with some church and begin labor for the Master. We draw this comparison between the meetings recently held in Tarboro and Greenville. There are reported from Mr. Pearson's meeting at Tarboro between 250 and 300 professions, and the papers of that town last week showed that only 25 of that large number had united with the different churches. During Mr. Leitch's meeting in Greenville there were estimated to have been between 125 and 150 professions (just half as many as at Tarboro) and at this writing there have been 55 additions to the churches of the town and a few others names are in for membership. "Herein is my Father glorified, that ye bear much fruit.": [198, 89, 361, 655]
- ad-highlight: Hardware, Agricultural Implements, Stoves and Cooking Utensils, Carriage Material: [1102, 221, 1433, 257]
- article-paragraph: For several days the people of the State have been generally interested in what is going on around Lexington. Since Robert Berrier was taken from the jail in that town and lynched several of the lynching party have been identified. Governor Fowle ordered Judge Philips to go to Lexington and hold a special Court to look into the matter. Twenty or thirty of the lynchers have been arrested and the investigation was in progress at last accounts. The termination of this trial is looked to with much interest. If the right men have been caught and sufficient evidence to prove their guilt can be had, they should be punished severely for such an indignity against the State.: [377, 89, 542, 365]
- ad-text: I keep constantly on hand a splendid assortment of: [1170, 589, 1364, 601]
- article-paragraph: The Charlotte Chronicle says burglary in North Carolina is not conducive to the longevity of the burglar. May be that is so, but if the burglar gets his deserts he is stretched out just the same.: [377, 597, 542, 680]
- ad-notice-simms: [737, 331, 1072, 573]
- article-paragraph: Mr. Harrison's blow below the belt, which he administered to Senator Quay by appointing Mr. Wanamaker's man, Field, postmaster of Philadelphia, was the political event of the week. As this is not the first nor the second time that Mr. Harrison has seen fit to go contrary to the wishes of Mr. Quay, there is much speculation as to whether the latter gentleman will quietly swallow it all, or whether he will attempt to fight back by opposing in the Senate the confirmation of some of Mr. Harrison's appointments. Your correspondent had a very interesting talk to-day with a democratic Senator on the subject. He said: "It's a republican row, and I don't wish my name connected with it, but my opinion is that if Quay thinks that he can obtain the assistance of a sufficient number of Senators, Republican or Democratic, to defeat certain nominations, he will do it; but if on the contrary he finds himself in the minority, he will keep quiet and bide his time for his revenge upon Harrison. One thing you may be certain of, he will get even with Mr. Harrison, unless one or the other of them dies before the next Presidential campaign. Republicans are not disposed to talk about the matter, except among themselves. One Congressman was asked his opinion of it. He is willing to accept the result, but not willing to recognize the men who brought it about.": [557, 638, 721, 1218]
- ad-text: BOXES OF CONFECTIONS PUT UP TO ORDER.: [1175, 674, 1360, 684]
- ad-highlight: GROCERIES, PROVISIONS AND FAMILY SUPPLIES: [1116, 952, 1418, 967]
- article-paragraph: Just Received a nice Line of Gold and Silver Watches. For sale cheap.: [557, 2491, 721, 2519]
- article-paragraph: The Scotland Neck Democrat last week began its sixth volume. There is not an editor in North Carolina who labors harder to build up his section than does Brother Hilliard. He deserves unlimited success.: [377, 511, 542, 593]
- article-paragraph: Barring one evil we would vote the fair a success, but in our eyes that one evil more than offset all the good and turned us very much against fairs. It was the gambling. Never in our life did we see such dens of gambling and infamy as were within this Weldon Fair grounds. Gambling in its worst forms was rife and in some instances it was equal to highway robbery. On Wednesday we counted 21 stands erected for carrying on this nefarious work, and on Thursday the number looked to be even larger. The men running those dens paid all the way from $20 to $150, according to the immensity of the swindle, for the privilege of operating within the enclosure. We spoke to the Secretary about such evils being admitted to the grounds, and he said it did not meet his approval but the Directors allowed it and he could not prevent it. The amount of money these gamblers swindled out of the people cannot be estimated. Of course the people who get swindled are in a measure as mean as the men who hold the tricks, for they expect to get the gambler's money without rendering a just equivalent and the odds being against them come out heavy losers. Yet if the gambling dens did not come in the way to tempt the people the gambling would not exist. It should be suppressed and not allowed in the fair grounds where it is expected that people of character may go who dislike to come in contact with such vices. Our word for it, either the gambling or the fairs must go.: [15, 1016, 182, 1624]
- partner-name: J. R. MOYE.: [1245, 1083, 1299, 1095]
